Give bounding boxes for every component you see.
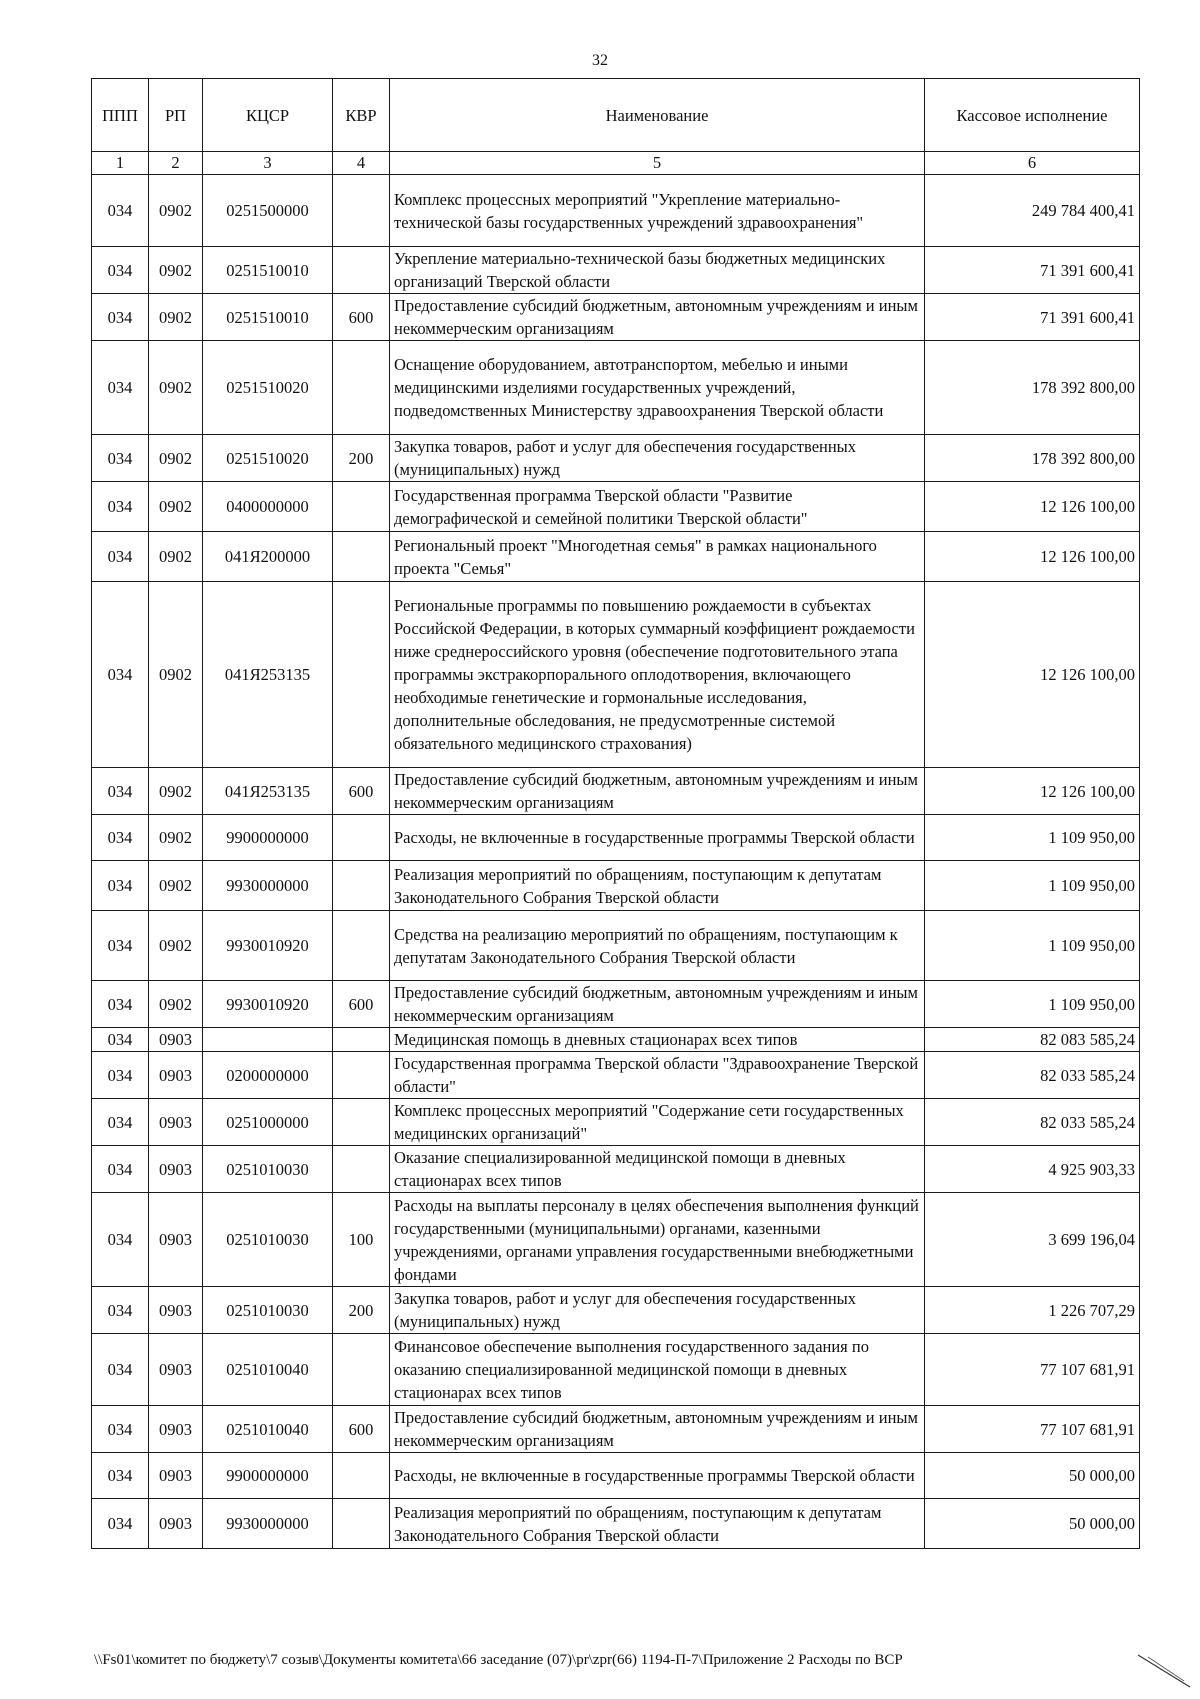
cell-ppp: 034 (92, 1406, 149, 1453)
cell-amount: 1 109 950,00 (925, 861, 1140, 911)
column-number: 1 (92, 152, 149, 175)
cell-kcsr: 0251510010 (203, 247, 333, 294)
cell-kvr (333, 1453, 390, 1499)
cell-ppp: 034 (92, 1099, 149, 1146)
cell-rp: 0902 (149, 247, 203, 294)
table-row (92, 1028, 1140, 1052)
cell-amount: 249 784 400,41 (925, 175, 1140, 247)
table-row (92, 768, 1140, 815)
cell-kcsr: 041Я253135 (203, 768, 333, 815)
column-number: 2 (149, 152, 203, 175)
table-row (92, 175, 1140, 247)
cell-ppp: 034 (92, 815, 149, 861)
table-row (92, 341, 1140, 435)
cell-ppp: 034 (92, 1146, 149, 1193)
cell-kcsr (203, 1028, 333, 1052)
cell-kcsr: 0251010040 (203, 1406, 333, 1453)
cell-kvr (333, 341, 390, 435)
cell-amount: 50 000,00 (925, 1453, 1140, 1499)
cell-amount: 12 126 100,00 (925, 768, 1140, 815)
cell-rp: 0902 (149, 582, 203, 768)
column-header-ppp: ППП (92, 79, 149, 152)
cell-rp: 0902 (149, 175, 203, 247)
cell-ppp: 034 (92, 294, 149, 341)
cell-amount: 4 925 903,33 (925, 1146, 1140, 1193)
expenditure-table (91, 78, 1140, 1549)
cell-ppp: 034 (92, 768, 149, 815)
cell-amount: 12 126 100,00 (925, 482, 1140, 532)
table-row (92, 1406, 1140, 1453)
cell-rp: 0903 (149, 1406, 203, 1453)
cell-rp: 0903 (149, 1193, 203, 1287)
cell-amount: 71 391 600,41 (925, 294, 1140, 341)
cell-kcsr: 0251010030 (203, 1287, 333, 1334)
cell-kvr (333, 482, 390, 532)
column-header-kcsr: КЦСР (203, 79, 333, 152)
cell-name: Расходы на выплаты персоналу в целях обеспечения выполнения функций государственными (муниципальными) органами, казенными учреждениями, органами управления государственными внебюджетными фондами (390, 1193, 925, 1287)
table-row (92, 247, 1140, 294)
table-row (92, 1334, 1140, 1406)
cell-rp: 0903 (149, 1028, 203, 1052)
cell-kvr: 100 (333, 1193, 390, 1287)
cell-amount: 1 109 950,00 (925, 911, 1140, 981)
cell-kcsr: 0251010040 (203, 1334, 333, 1406)
cell-amount: 1 109 950,00 (925, 981, 1140, 1028)
cell-amount: 82 083 585,24 (925, 1028, 1140, 1052)
table-row (92, 981, 1140, 1028)
cell-rp: 0903 (149, 1146, 203, 1193)
column-number-row (92, 152, 1140, 175)
cell-kvr (333, 911, 390, 981)
cell-name: Государственная программа Тверской области "Развитие демографической и семейной политики Тверской области" (390, 482, 925, 532)
cell-amount: 1 226 707,29 (925, 1287, 1140, 1334)
cell-kcsr: 9900000000 (203, 815, 333, 861)
footer-file-path: \\Fs01\комитет по бюджету\7 созыв\Документы комитета\66 заседание (07)\pr\zpr(66) 1194-П-7\Приложение 2 Расходы по ВСР (94, 1652, 903, 1668)
cell-rp: 0903 (149, 1052, 203, 1099)
cell-ppp: 034 (92, 582, 149, 768)
cell-kvr (333, 815, 390, 861)
cell-ppp: 034 (92, 1028, 149, 1052)
cell-kvr: 600 (333, 981, 390, 1028)
cell-kvr (333, 247, 390, 294)
cell-ppp: 034 (92, 1052, 149, 1099)
cell-name: Предоставление субсидий бюджетным, автономным учреждениям и иным некоммерческим организациям (390, 294, 925, 341)
table-row (92, 482, 1140, 532)
cell-rp: 0903 (149, 1287, 203, 1334)
column-number: 6 (925, 152, 1140, 175)
table-row (92, 1287, 1140, 1334)
table-header-row (92, 79, 1140, 152)
cell-kcsr: 0251000000 (203, 1099, 333, 1146)
cell-kcsr: 0200000000 (203, 1052, 333, 1099)
cell-ppp: 034 (92, 435, 149, 482)
table-row (92, 582, 1140, 768)
cell-ppp: 034 (92, 1193, 149, 1287)
table-row (92, 294, 1140, 341)
cell-ppp: 034 (92, 1499, 149, 1549)
column-number: 3 (203, 152, 333, 175)
cell-rp: 0902 (149, 768, 203, 815)
cell-name: Региональные программы по повышению рождаемости в субъектах Российской Федерации, в которых суммарный коэффициент рождаемости ниже среднероссийского уровня (обеспечение подготовительного этапа программы экстракорпорального оплодотворения, включающего необходимые генетические и гормональные исследования, дополнительные обследования, не предусмотренные системой обязательного медицинского страхования) (390, 582, 925, 768)
cell-name: Предоставление субсидий бюджетным, автономным учреждениям и иным некоммерческим организациям (390, 1406, 925, 1453)
cell-rp: 0903 (149, 1453, 203, 1499)
cell-kcsr: 041Я200000 (203, 532, 333, 582)
table-row (92, 815, 1140, 861)
cell-name: Предоставление субсидий бюджетным, автономным учреждениям и иным некоммерческим организациям (390, 768, 925, 815)
table-row (92, 1193, 1140, 1287)
cell-ppp: 034 (92, 911, 149, 981)
column-header-name: Наименование (390, 79, 925, 152)
cell-name: Реализация мероприятий по обращениям, поступающим к депутатам Законодательного Собрания Тверской области (390, 1499, 925, 1549)
cell-rp: 0903 (149, 1099, 203, 1146)
cell-kcsr: 9930000000 (203, 861, 333, 911)
cell-ppp: 034 (92, 1453, 149, 1499)
cell-kvr (333, 1334, 390, 1406)
cell-kvr (333, 1052, 390, 1099)
cell-rp: 0902 (149, 532, 203, 582)
cell-amount: 82 033 585,24 (925, 1099, 1140, 1146)
cell-ppp: 034 (92, 175, 149, 247)
cell-name: Расходы, не включенные в государственные программы Тверской области (390, 1453, 925, 1499)
cell-rp: 0902 (149, 911, 203, 981)
cell-ppp: 034 (92, 981, 149, 1028)
cell-name: Комплекс процессных мероприятий "Содержание сети государственных медицинских организаций" (390, 1099, 925, 1146)
table-row (92, 911, 1140, 981)
cell-amount: 77 107 681,91 (925, 1406, 1140, 1453)
cell-amount: 1 109 950,00 (925, 815, 1140, 861)
cell-rp: 0902 (149, 341, 203, 435)
cell-ppp: 034 (92, 341, 149, 435)
cell-name: Медицинская помощь в дневных стационарах всех типов (390, 1028, 925, 1052)
table-row (92, 1099, 1140, 1146)
table-row (92, 1453, 1140, 1499)
cell-kvr: 200 (333, 435, 390, 482)
cell-rp: 0902 (149, 482, 203, 532)
cell-rp: 0902 (149, 435, 203, 482)
table-row (92, 1052, 1140, 1099)
cell-kcsr: 9930000000 (203, 1499, 333, 1549)
cell-kvr (333, 1028, 390, 1052)
cell-kvr (333, 582, 390, 768)
cell-amount: 82 033 585,24 (925, 1052, 1140, 1099)
cell-name: Укрепление материально-технической базы бюджетных медицинских организаций Тверской области (390, 247, 925, 294)
cell-name: Комплекс процессных мероприятий "Укрепление материально-технической базы государственных учреждений здравоохранения" (390, 175, 925, 247)
cell-ppp: 034 (92, 861, 149, 911)
page-number: 32 (592, 52, 608, 69)
cell-kcsr: 9930010920 (203, 981, 333, 1028)
scan-mark (1134, 1651, 1194, 1691)
cell-kcsr: 0251510020 (203, 341, 333, 435)
cell-kcsr: 0400000000 (203, 482, 333, 532)
cell-rp: 0902 (149, 815, 203, 861)
cell-amount: 178 392 800,00 (925, 341, 1140, 435)
cell-name: Финансовое обеспечение выполнения государственного задания по оказанию специализированной медицинской помощи в дневных стационарах всех типов (390, 1334, 925, 1406)
cell-name: Закупка товаров, работ и услуг для обеспечения государственных (муниципальных) нужд (390, 1287, 925, 1334)
column-header-kvr: КВР (333, 79, 390, 152)
cell-kvr (333, 861, 390, 911)
cell-name: Оказание специализированной медицинской помощи в дневных стационарах всех типов (390, 1146, 925, 1193)
cell-kcsr: 9930010920 (203, 911, 333, 981)
table-row (92, 435, 1140, 482)
table-row (92, 1499, 1140, 1549)
cell-name: Закупка товаров, работ и услуг для обеспечения государственных (муниципальных) нужд (390, 435, 925, 482)
cell-kcsr: 9900000000 (203, 1453, 333, 1499)
column-header-amount: Кассовое исполнение (925, 79, 1140, 152)
cell-rp: 0902 (149, 294, 203, 341)
cell-name: Оснащение оборудованием, автотранспортом, мебелью и иными медицинскими изделиями государственных учреждений, подведомственных Министерству здравоохранения Тверской области (390, 341, 925, 435)
cell-kvr: 600 (333, 768, 390, 815)
cell-amount: 12 126 100,00 (925, 582, 1140, 768)
cell-kcsr: 0251010030 (203, 1193, 333, 1287)
cell-kvr (333, 1146, 390, 1193)
cell-kcsr: 0251510010 (203, 294, 333, 341)
cell-kcsr: 0251500000 (203, 175, 333, 247)
cell-kvr: 600 (333, 294, 390, 341)
cell-amount: 12 126 100,00 (925, 532, 1140, 582)
cell-kvr (333, 1499, 390, 1549)
cell-rp: 0903 (149, 1334, 203, 1406)
cell-kvr (333, 1099, 390, 1146)
cell-kcsr: 041Я253135 (203, 582, 333, 768)
cell-amount: 3 699 196,04 (925, 1193, 1140, 1287)
table-row (92, 861, 1140, 911)
table-row (92, 532, 1140, 582)
cell-ppp: 034 (92, 482, 149, 532)
cell-name: Расходы, не включенные в государственные программы Тверской области (390, 815, 925, 861)
column-number: 4 (333, 152, 390, 175)
cell-name: Предоставление субсидий бюджетным, автономным учреждениям и иным некоммерческим организациям (390, 981, 925, 1028)
cell-rp: 0903 (149, 1499, 203, 1549)
cell-name: Реализация мероприятий по обращениям, поступающим к депутатам Законодательного Собрания Тверской области (390, 861, 925, 911)
cell-amount: 178 392 800,00 (925, 435, 1140, 482)
column-header-rp: РП (149, 79, 203, 152)
cell-rp: 0902 (149, 861, 203, 911)
cell-kvr: 600 (333, 1406, 390, 1453)
cell-kcsr: 0251010030 (203, 1146, 333, 1193)
column-number: 5 (390, 152, 925, 175)
cell-kcsr: 0251510020 (203, 435, 333, 482)
cell-amount: 77 107 681,91 (925, 1334, 1140, 1406)
cell-rp: 0902 (149, 981, 203, 1028)
cell-name: Государственная программа Тверской области "Здравоохранение Тверской области" (390, 1052, 925, 1099)
cell-amount: 50 000,00 (925, 1499, 1140, 1549)
table-body (92, 175, 1140, 1549)
cell-kvr: 200 (333, 1287, 390, 1334)
cell-ppp: 034 (92, 1334, 149, 1406)
cell-name: Региональный проект "Многодетная семья" в рамках национального проекта "Семья" (390, 532, 925, 582)
cell-ppp: 034 (92, 532, 149, 582)
cell-ppp: 034 (92, 1287, 149, 1334)
cell-name: Средства на реализацию мероприятий по обращениям, поступающим к депутатам Законодательного Собрания Тверской области (390, 911, 925, 981)
cell-kvr (333, 175, 390, 247)
cell-amount: 71 391 600,41 (925, 247, 1140, 294)
cell-ppp: 034 (92, 247, 149, 294)
table-row (92, 1146, 1140, 1193)
cell-kvr (333, 532, 390, 582)
